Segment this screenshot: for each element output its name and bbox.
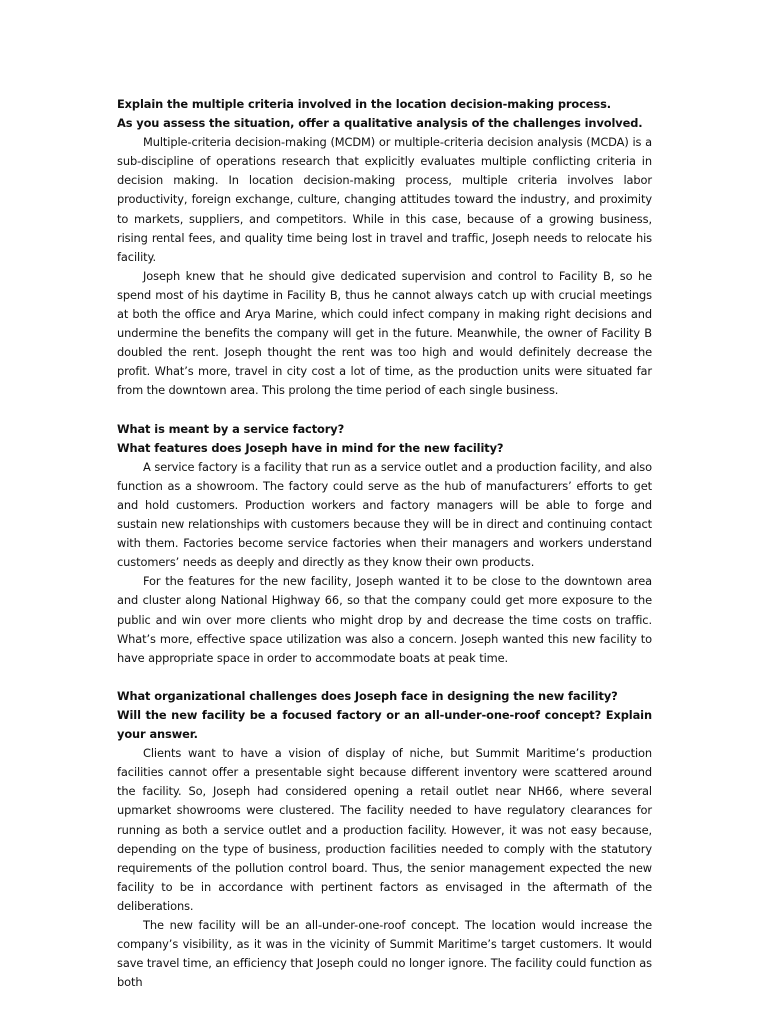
- document-page: [117, 95, 652, 992]
- answer-1-paragraph-1: Multiple-criteria decision-making (MCDM) or multiple-criteria decision analysis (MCDA) is a sub-discipline of operations research that explicitly evaluates multiple conflicting criteria in decision making. In location decision-making process, multiple criteria involves labor productivity, foreign exchange, culture, changing attitudes toward the industry, and proximity to markets, suppliers, and competitors. While in this case, because of a growing business, rising rental fees, and quality time being lost in travel and traffic, Joseph needs to relocate his facility.: [117, 135, 652, 264]
- answer-3-paragraph-2: The new facility will be an all-under-one-roof concept. The location would increase the company’s visibility, as it was in the vicinity of Summit Maritime’s target customers. It would save travel time, an efficiency that Joseph could no longer ignore. The facility could function as both: [117, 918, 652, 990]
- answer-2-paragraph-2: For the features for the new facility, Joseph wanted it to be close to the downtown area and cluster along National Highway 66, so that the company could get more exposure to the public and win over more clients who might drop by and decrease the time costs on traffic. What’s more, effective space utilization was also a concern. Joseph wanted this new facility to have appropriate space in order to accommodate boats at peak time.: [117, 574, 652, 665]
- answer-1-paragraph-2: Joseph knew that he should give dedicated supervision and control to Facility B, so he spend most of his daytime in Facility B, thus he cannot always catch up with crucial meetings at both the office and Arya Marine, which could infect company in making right decisions and undermine the benefits the company will get in the future. Meanwhile, the owner of Facility B doubled the rent. Joseph thought the rent was too high and would definitely decrease the profit. What’s more, travel in city cost a lot of time, as the production units were situated far from the downtown area. This prolong the time period of each single business.: [117, 268, 652, 398]
- answer-2-paragraph-1: A service factory is a facility that run as a service outlet and a production facility, and also function as a showroom. The factory could serve as the hub of manufacturers’ efforts to get and hold customers. Production workers and factory managers will be able to forge and sustain new relationships with customers because they will be in direct and continuing contact with them. Factories become service factories when their managers and workers understand customers’ needs as deeply and directly as they know their own products.: [117, 459, 652, 570]
- question-1b: As you assess the situation, offer a qualitative analysis of the challenges involved.: [117, 116, 643, 131]
- question-1a: Explain the multiple criteria involved in the location decision-making process.: [117, 97, 611, 111]
- section-spacer: [117, 668, 652, 687]
- question-3a: What organizational challenges does Joseph face in designing the new facility?: [117, 688, 618, 703]
- question-3b: Will the new facility be a focused factory or an all-under-one-roof concept? Explain your answer.: [117, 708, 652, 742]
- question-2a: What is meant by a service factory?: [117, 421, 345, 436]
- question-2b: What features does Joseph have in mind for the new facility?: [117, 440, 504, 455]
- section-spacer: [117, 401, 652, 420]
- answer-3-paragraph-1: Clients want to have a vision of display of niche, but Summit Maritime’s production facilities cannot offer a presentable sight because different inventory were scattered around the facility. So, Joseph had considered opening a retail outlet near NH66, where several upmarket showrooms were clustered. The facility needed to have regulatory clearances for running as both a service outlet and a production facility. However, it was not easy because, depending on the type of business, production facilities needed to comply with the statutory requirements of the pollution control board. Thus, the senior management expected the new facility to be in accordance with pertinent factors as envisaged in the aftermath of the deliberations.: [117, 746, 652, 913]
